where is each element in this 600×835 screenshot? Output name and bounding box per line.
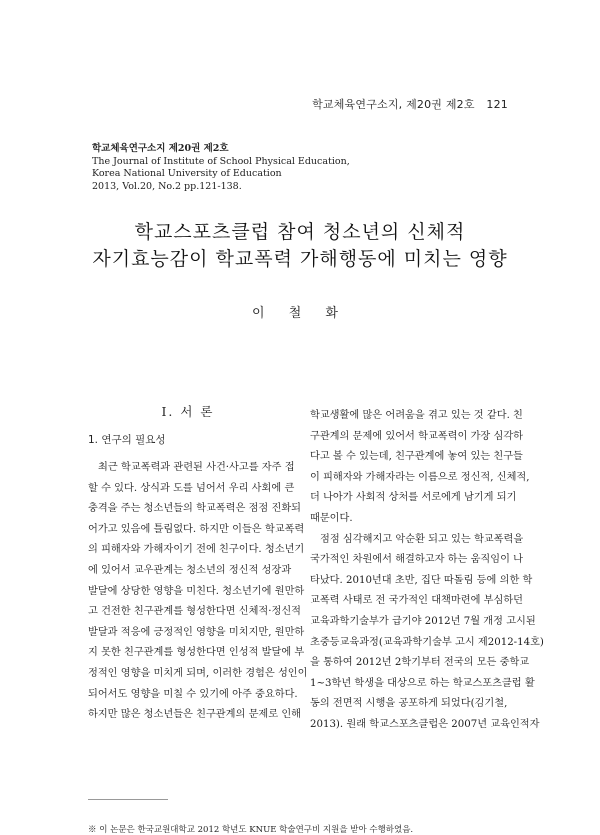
text-line: 1~3학년 학생을 대상으로 하는 학교스포츠클럽 활 — [310, 677, 535, 689]
text-line: 다고 볼 수 있는데, 친구관계에 놓여 있는 친구들 — [310, 451, 523, 463]
footnote: ※ 이 논문은 한국교원대학교 2012 학년도 KNUE 학술연구비 지원을 받아 수행하였음. — [88, 825, 414, 835]
text-line: 지 못한 친구관계를 형성한다면 인성적 발달에 부 — [88, 647, 305, 659]
text-line: 할 수 있다. 상식과 도를 넘어서 우리 사회에 큰 — [88, 482, 295, 494]
text-line: 정적인 영향을 미치게 되며, 이러한 경험은 성인이 — [88, 668, 308, 679]
journal-info-citation: 2013, Vol.20, No.2 pp.121-138. — [92, 180, 242, 192]
running-head-journal: 학교체육연구소지, 제20권 제2호 — [312, 98, 475, 111]
section-heading: Ⅰ. 서 론 — [161, 404, 215, 419]
running-head — [312, 96, 508, 112]
text-line: 점점 심각해지고 악순환 되고 있는 학교폭력을 — [320, 533, 524, 545]
text-line: 에 있어서 교우관계는 청소년의 정신적 성장과 — [88, 565, 292, 576]
text-line: 동의 전면적 시행을 공포하게 되었다(김기철, — [310, 698, 508, 710]
text-line: 국가적인 차원에서 해결하고자 하는 움직임이 나 — [310, 554, 524, 566]
paper-title — [60, 219, 540, 273]
text-line: 발달에 상당한 영향을 미친다. 청소년기에 원만하 — [88, 585, 305, 597]
text-line: 교폭력 사태로 전 국가적인 대책마련에 부심하던 — [310, 595, 524, 607]
text-line: 학교생활에 많은 어려움을 겪고 있는 것 같다. 친 — [310, 410, 523, 421]
text-line: 고 건전한 친구관계를 형성한다면 신체적·정신적 — [88, 606, 302, 618]
subsection-heading: 1. 연구의 필요성 — [88, 434, 166, 446]
journal-info-english-1: The Journal of Institute of School Physical Education, — [92, 155, 350, 167]
text-line: 초중등교육과정(교육과학기술부 고시 제2012-14호) — [310, 636, 544, 648]
author-name: 이 철 화 — [252, 306, 348, 321]
journal-info-english-2: Korea National University of Education — [92, 168, 282, 179]
journal-info — [92, 143, 350, 193]
text-line: 이 피해자와 가해자라는 이름으로 정신적, 신체적, — [310, 471, 530, 483]
text-line: 타났다. 2010년대 초반, 집단 따돌림 등에 의한 학 — [310, 574, 533, 586]
text-line: 발달과 적응에 긍정적인 영향을 미치지만, 원만하 — [88, 626, 305, 638]
paper-title-line-2: 자기효능감이 학교폭력 가해행동에 미치는 영향 — [92, 248, 508, 270]
text-line: 교육과학기술부가 급기야 2012년 7월 개정 고시된 — [310, 616, 536, 627]
text-line: 을 통하여 2012년 2학기부터 전국의 모든 중학교 — [310, 657, 530, 669]
journal-info-korean: 학교체육연구소지 제20권 제2호 — [92, 143, 229, 154]
text-line: 어가고 있음에 틀림없다. 하지만 이들은 학교폭력 — [88, 523, 305, 535]
text-line: 하지만 많은 청소년들은 친구관계의 문제로 인해 — [88, 709, 302, 721]
text-line: 2013). 원래 학교스포츠클럽은 2007년 교육인적자 — [310, 719, 540, 730]
paper-title-line-1: 학교스포츠클럽 참여 청소년의 신체적 — [134, 221, 466, 243]
text-line: 때문이다. — [310, 513, 353, 524]
text-line: 충격을 주는 청소년들의 학교폭력은 점점 진화되 — [88, 503, 302, 515]
text-line: 구관계의 문제에 있어서 학교폭력이 가장 심각하 — [310, 430, 524, 442]
text-line: 되어서도 영향을 미칠 수 있기에 아주 중요하다. — [88, 688, 298, 700]
text-line: 최근 학교폭력과 관련된 사건·사고를 자주 접 — [98, 462, 295, 473]
text-line: 의 피해자와 가해자이기 전에 친구이다. 청소년기 — [88, 544, 305, 556]
text-line: 더 나아가 사회적 상처를 서로에게 남기게 되기 — [310, 492, 517, 504]
page-number: 121 — [486, 98, 508, 111]
